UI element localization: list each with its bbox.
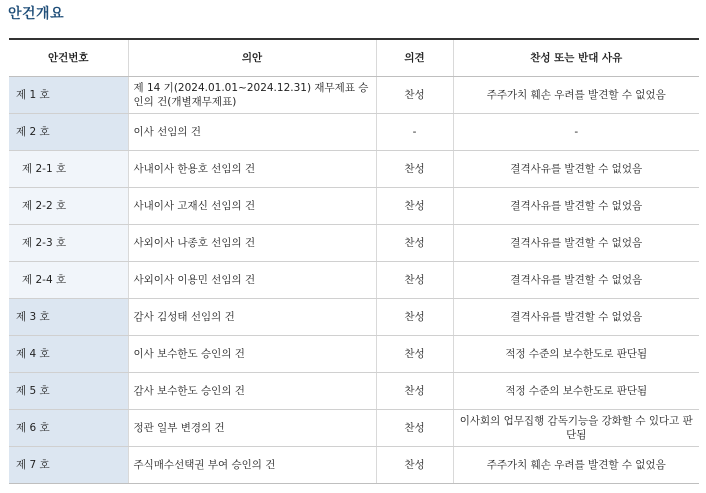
opinion-cell: -	[376, 113, 453, 150]
agenda-number-cell: 제 5 호	[9, 372, 128, 409]
agenda-number-cell: 제 2-1 호	[9, 150, 128, 187]
reason-cell: 결격사유를 발견할 수 없었음	[453, 150, 699, 187]
agenda-table-header	[9, 39, 699, 76]
agenda-title-cell: 감사 김성태 선임의 건	[128, 298, 376, 335]
table-row	[9, 298, 699, 335]
reason-cell: 결격사유를 발견할 수 없었음	[453, 187, 699, 224]
agenda-title-cell: 이사 선임의 건	[128, 113, 376, 150]
table-row	[9, 187, 699, 224]
reason-cell: 적정 수준의 보수한도로 판단됨	[453, 372, 699, 409]
agenda-title-cell: 제 14 기(2024.01.01~2024.12.31) 재무제표 승인의 건(개별재무제표)	[128, 76, 376, 113]
opinion-cell: 찬성	[376, 446, 453, 483]
table-row	[9, 372, 699, 409]
opinion-cell: 찬성	[376, 150, 453, 187]
opinion-cell: 찬성	[376, 76, 453, 113]
agenda-title-cell: 사내이사 고재신 선임의 건	[128, 187, 376, 224]
reason-cell: 결격사유를 발견할 수 없었음	[453, 224, 699, 261]
opinion-cell: 찬성	[376, 372, 453, 409]
reason-cell: 결격사유를 발견할 수 없었음	[453, 261, 699, 298]
opinion-cell: 찬성	[376, 409, 453, 446]
agenda-number-cell: 제 1 호	[9, 76, 128, 113]
agenda-title-cell: 감사 보수한도 승인의 건	[128, 372, 376, 409]
agenda-title-cell: 주식매수선택권 부여 승인의 건	[128, 446, 376, 483]
agenda-number-cell: 제 6 호	[9, 409, 128, 446]
agenda-number-cell: 제 2-2 호	[9, 187, 128, 224]
agenda-number-cell: 제 2-4 호	[9, 261, 128, 298]
table-row	[9, 224, 699, 261]
agenda-title-cell: 사내이사 한용호 선임의 건	[128, 150, 376, 187]
agenda-number-cell: 제 2 호	[9, 113, 128, 150]
agenda-number-cell: 제 4 호	[9, 335, 128, 372]
header-agenda-number: 안건번호	[9, 39, 128, 76]
agenda-number-cell: 제 7 호	[9, 446, 128, 483]
agenda-title-cell: 이사 보수한도 승인의 건	[128, 335, 376, 372]
table-row	[9, 261, 699, 298]
reason-cell: 주주가치 훼손 우려를 발견할 수 없었음	[453, 446, 699, 483]
table-row	[9, 446, 699, 483]
opinion-cell: 찬성	[376, 187, 453, 224]
agenda-title-cell: 사외이사 나종호 선임의 건	[128, 224, 376, 261]
section-title: 안건개요	[8, 6, 65, 22]
reason-cell: 적정 수준의 보수한도로 판단됨	[453, 335, 699, 372]
header-agenda-title: 의안	[128, 39, 376, 76]
reason-cell: 결격사유를 발견할 수 없었음	[453, 298, 699, 335]
agenda-number-cell: 제 3 호	[9, 298, 128, 335]
table-row	[9, 76, 699, 113]
header-opinion: 의견	[376, 39, 453, 76]
opinion-cell: 찬성	[376, 261, 453, 298]
agenda-table	[9, 38, 699, 484]
table-row	[9, 409, 699, 446]
table-row	[9, 150, 699, 187]
table-row	[9, 113, 699, 150]
agenda-title-cell: 정관 일부 변경의 건	[128, 409, 376, 446]
reason-cell: 이사회의 업무집행 감독기능을 강화할 수 있다고 판단됨	[453, 409, 699, 446]
opinion-cell: 찬성	[376, 335, 453, 372]
opinion-cell: 찬성	[376, 224, 453, 261]
agenda-number-cell: 제 2-3 호	[9, 224, 128, 261]
opinion-cell: 찬성	[376, 298, 453, 335]
reason-cell: 주주가치 훼손 우려를 발견할 수 없었음	[453, 76, 699, 113]
table-row	[9, 335, 699, 372]
reason-cell: -	[453, 113, 699, 150]
agenda-table-body	[9, 76, 699, 483]
header-row	[9, 39, 699, 76]
header-reason: 찬성 또는 반대 사유	[453, 39, 699, 76]
agenda-title-cell: 사외이사 이용민 선임의 건	[128, 261, 376, 298]
